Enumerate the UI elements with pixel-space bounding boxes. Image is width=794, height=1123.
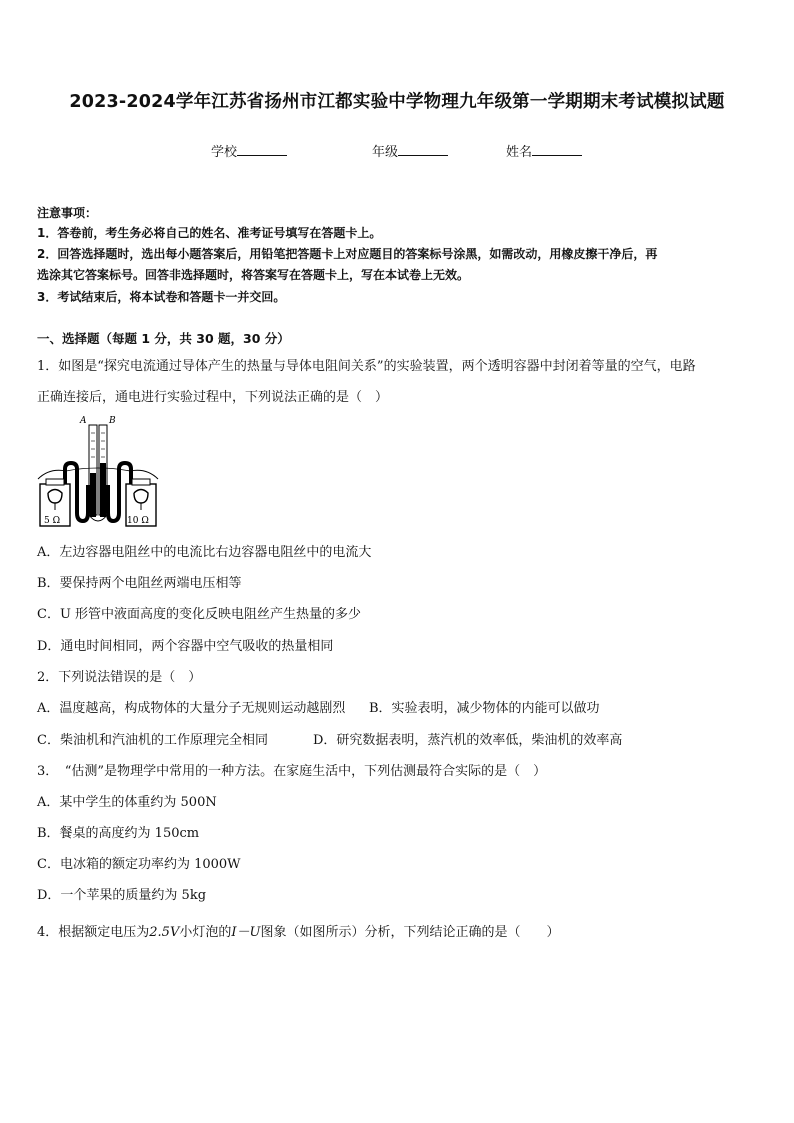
question-3-option-d[interactable]: D．一个苹果的质量约为 5kg	[37, 888, 207, 903]
question-3-option-c[interactable]: C．电冰箱的额定功率约为 1000W	[37, 857, 241, 872]
label-b: B	[109, 416, 116, 426]
name-label: 姓名	[506, 145, 533, 160]
question-2-option-a[interactable]: A．温度越高，构成物体的大量分子无规则运动越剧烈	[37, 701, 346, 716]
section-heading: 一、选择题（每题 1 分，共 30 题，30 分）	[37, 331, 290, 346]
grade-label: 年级	[372, 145, 399, 160]
name-blank[interactable]	[532, 143, 582, 156]
notice-heading: 注意事项：	[37, 206, 98, 220]
question-4-mid: 小灯泡的	[179, 925, 232, 940]
question-4-stem	[37, 921, 559, 940]
label-a: A	[80, 416, 87, 426]
name-field[interactable]	[506, 141, 582, 160]
school-blank[interactable]	[237, 143, 287, 156]
question-2-stem: 2．下列说法错误的是（ ）	[37, 670, 202, 685]
joule-heating-apparatus-figure	[36, 413, 160, 528]
grade-blank[interactable]	[398, 143, 448, 156]
grade-field[interactable]	[372, 141, 448, 160]
school-field[interactable]	[211, 141, 287, 160]
notice-item: 选涂其它答案标号。回答非选择题时，将答案写在答题卡上，写在本试卷上无效。	[37, 268, 470, 282]
page-title: 2023-2024学年江苏省扬州市江都实验中学物理九年级第一学期期末考试模拟试题	[69, 92, 725, 112]
question-1-stem: 1．如图是“探究电流通过导体产生的热量与导体电阻间关系”的实验装置，两个透明容器中封闭着等量的空气，电路	[37, 359, 696, 374]
question-2-option-b[interactable]: B．实验表明，减少物体的内能可以做功	[369, 701, 600, 716]
left-resistor-label: 5 Ω	[44, 516, 61, 526]
notice-item: 2．回答选择题时，选出每小题答案后，用铅笔把答题卡上对应题目的答案标号涂黑，如需改动，用橡皮擦干净后，再	[37, 247, 658, 261]
question-3-option-a[interactable]: A．某中学生的体重约为 500N	[37, 795, 217, 810]
notice-item: 1．答卷前，考生务必将自己的姓名、准考证号填写在答题卡上。	[37, 226, 382, 240]
question-1-option-c[interactable]: C．U 形管中液面高度的变化反映电阻丝产生热量的多少	[37, 607, 362, 622]
iu-symbol: I－U	[231, 925, 261, 940]
question-1-option-d[interactable]: D．通电时间相同，两个容器中空气吸收的热量相同	[37, 639, 334, 654]
question-4-prefix: 4．根据额定电压为	[37, 925, 150, 940]
question-2-option-d[interactable]: D．研究数据表明，蒸汽机的效率低，柴油机的效率高	[313, 733, 623, 748]
question-3-option-b[interactable]: B．餐桌的高度约为 150cm	[37, 826, 200, 841]
right-resistor-label: 10 Ω	[127, 516, 149, 526]
question-3-stem: 3． “估测”是物理学中常用的一种方法。在家庭生活中，下列估测最符合实际的是（ ）	[37, 764, 547, 779]
rated-voltage: 2.5V	[149, 925, 180, 940]
notice-item: 3．考试结束后，将本试卷和答题卡一并交回。	[37, 290, 286, 304]
question-1-stem-cont: 正确连接后，通电进行实验过程中，下列说法正确的是（ ）	[37, 390, 389, 405]
question-1-option-b[interactable]: B．要保持两个电阻丝两端电压相等	[37, 576, 242, 591]
question-2-option-c[interactable]: C．柴油机和汽油机的工作原理完全相同	[37, 733, 268, 748]
question-1-option-a[interactable]: A．左边容器电阻丝中的电流比右边容器电阻丝中的电流大	[37, 545, 372, 560]
question-4-suffix: 图象（如图所示）分析，下列结论正确的是（ ）	[260, 925, 560, 940]
school-label: 学校	[211, 145, 238, 160]
